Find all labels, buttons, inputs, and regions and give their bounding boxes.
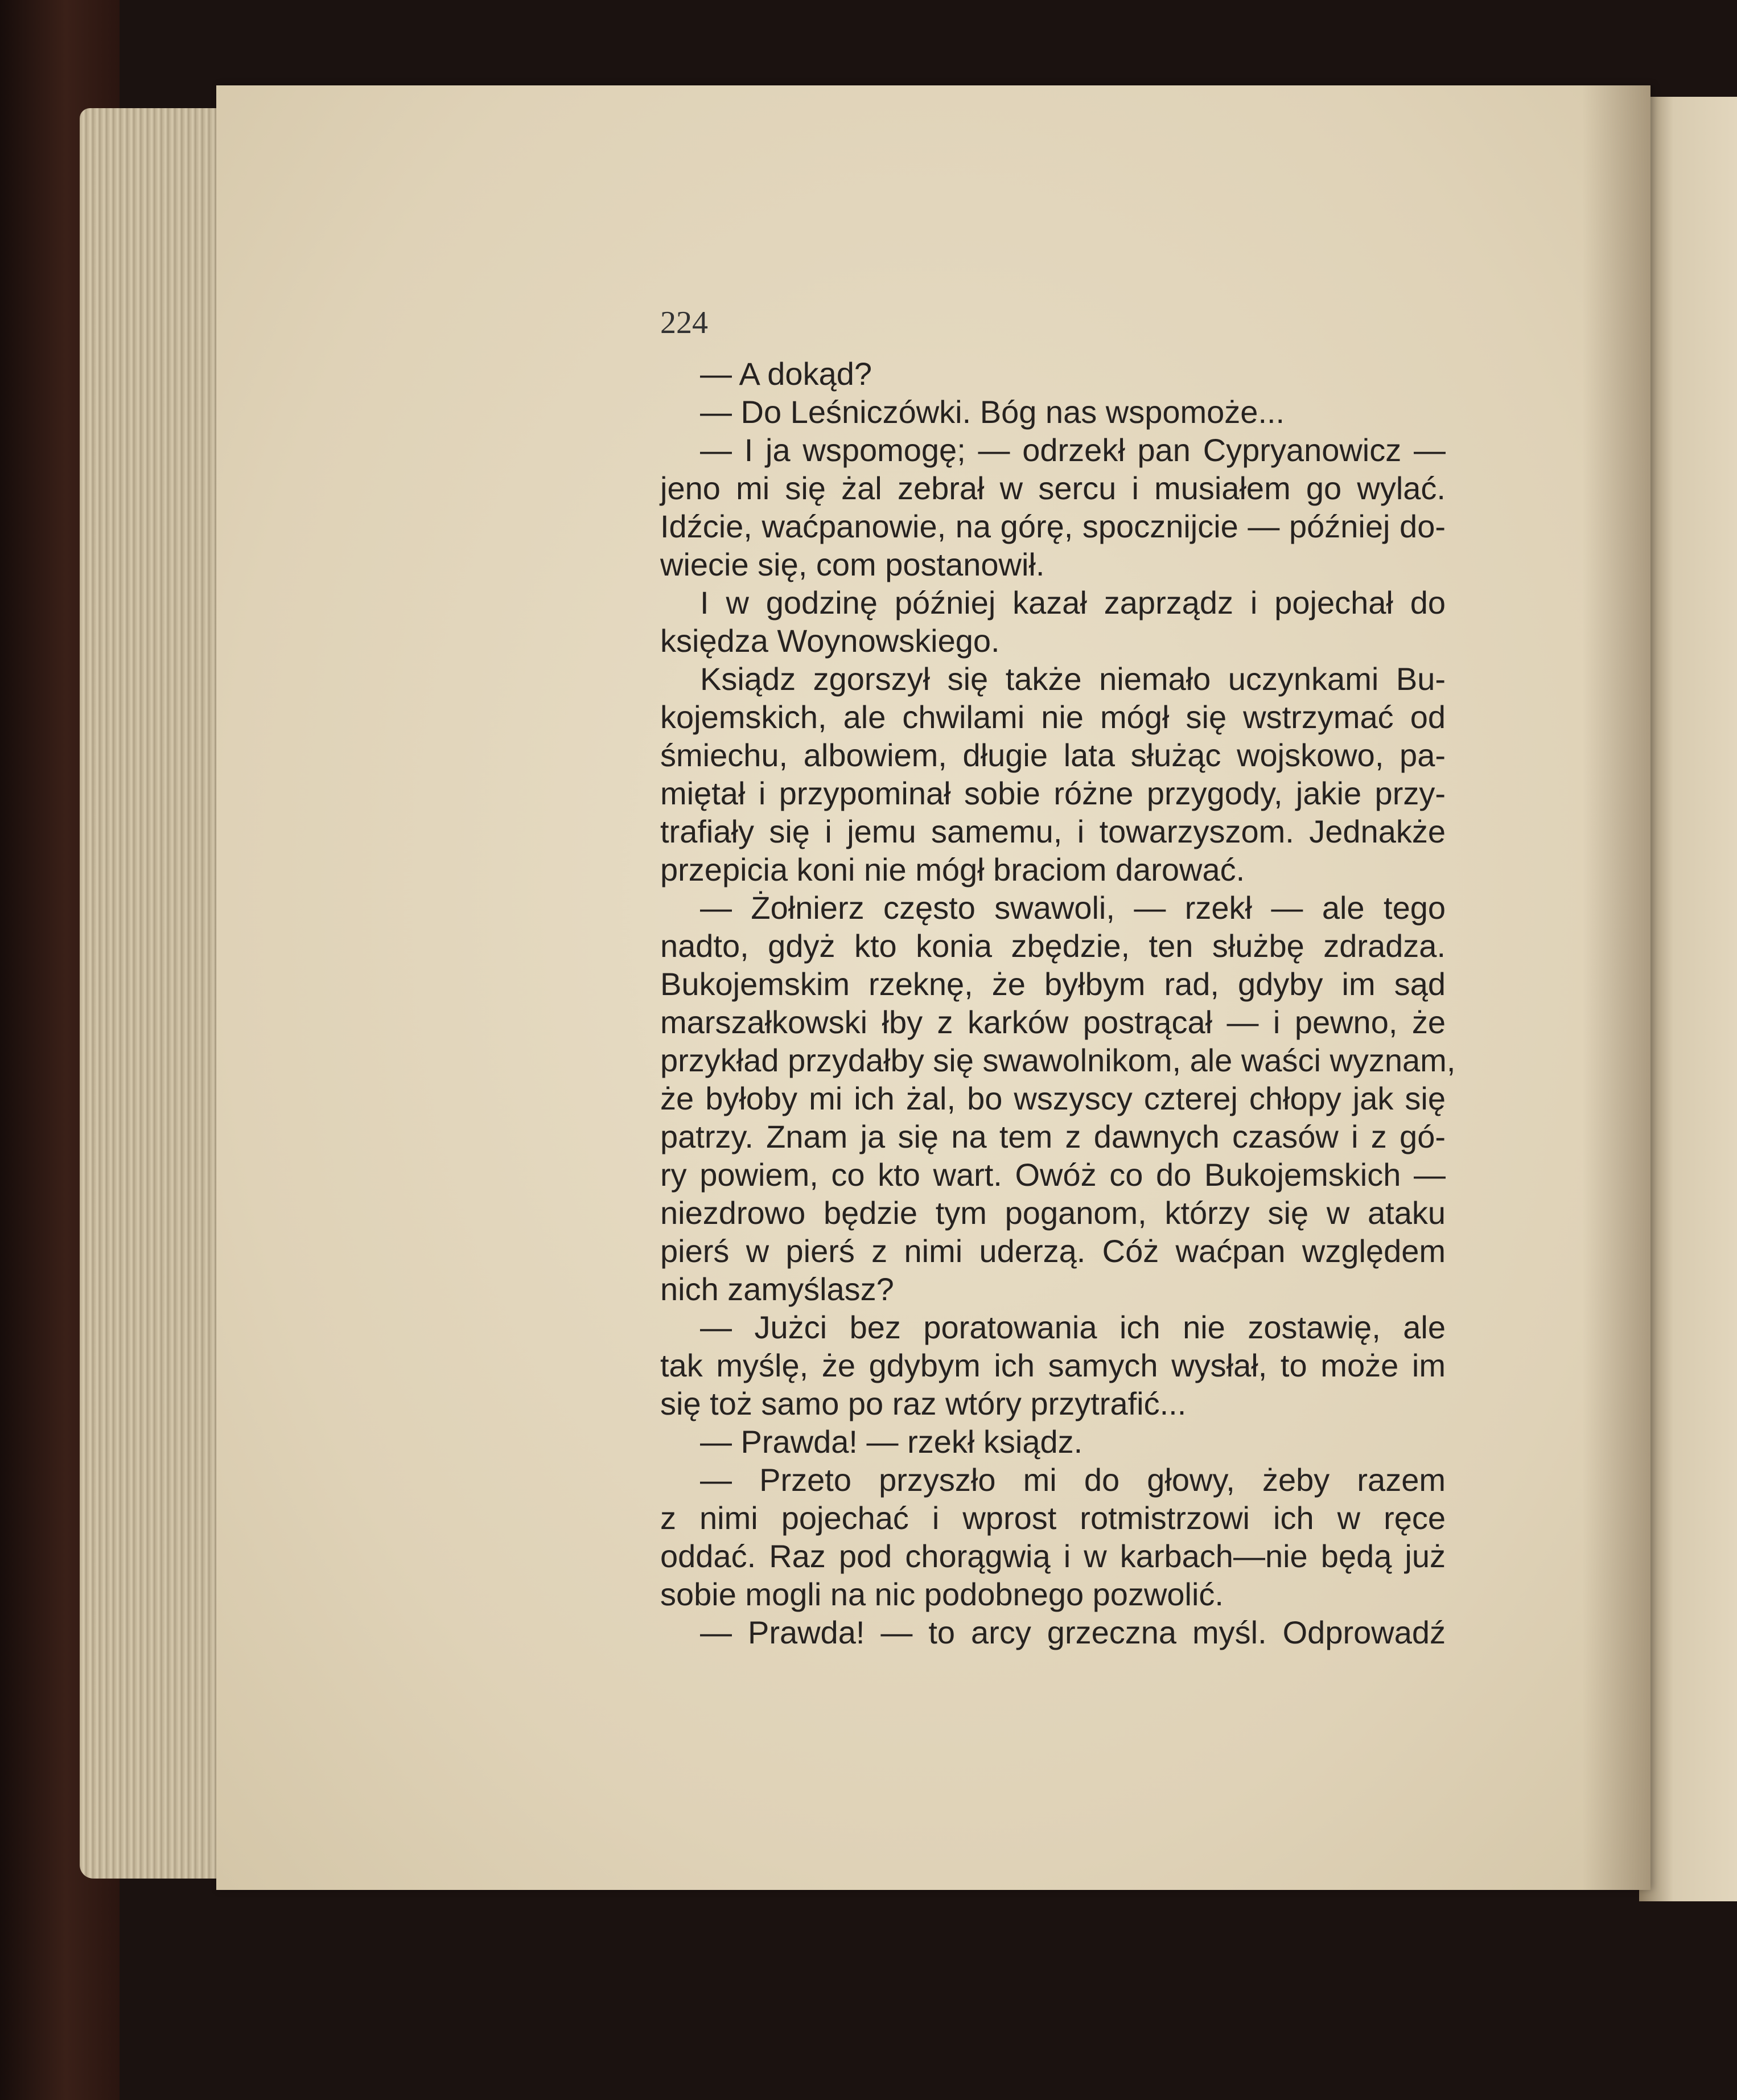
text-line: się toż samo po raz wtóry przytrafić... (660, 1386, 1187, 1421)
text-line: wiecie się, com postanowił. (660, 546, 1045, 582)
text-line: tak myślę, że gdybym ich samych wysłał, to może im (660, 1347, 1446, 1383)
text-line: — Żołnierz często swawoli, — rzekł — ale tego (700, 890, 1446, 926)
text-line: — Przeto przyszło mi do głowy, żeby razem (700, 1462, 1446, 1498)
text-line: Bukojemskim rzeknę, że byłbym rad, gdyby im sąd (660, 966, 1446, 1002)
gutter-shadow (1582, 85, 1650, 1890)
text-line: patrzy. Znam ja się na tem z dawnych czasów i z gó- (660, 1119, 1446, 1154)
text-line: Idźcie, waćpanowie, na górę, spocznijcie — później do- (660, 508, 1446, 544)
page-text (660, 305, 1456, 1651)
text-line: trafiały się i jemu samemu, i towarzyszom. Jednakże (660, 813, 1446, 849)
text-line: przepicia koni nie mógł braciom darować. (660, 852, 1245, 887)
text-line: — A dokąd? (700, 356, 872, 392)
text-line: miętał i przypominał sobie różne przygody, jakie przy- (660, 775, 1446, 811)
text-line: marszałkowski łby z karków postrącał — i pewno, że (660, 1004, 1446, 1040)
text-line: nich zamyślasz? (660, 1271, 894, 1307)
text-line: — Do Leśniczówki. Bóg nas wspomoże... (700, 394, 1285, 430)
text-line: kojemskich, ale chwilami nie mógł się wstrzymać od (660, 699, 1446, 735)
text-line: I w godzinę później kazał zaprządz i pojechał do (700, 585, 1446, 620)
text-line: oddać. Raz pod chorągwią i w karbach—nie będą już (660, 1538, 1446, 1574)
text-line: sobie mogli na nic podobnego pozwolić. (660, 1576, 1224, 1612)
text-line: pierś w pierś z nimi uderzą. Cóż waćpan względem (660, 1233, 1446, 1269)
page-number: 224 (660, 305, 708, 340)
text-line: nadto, gdyż kto konia zbędzie, ten służbę zdradza. (660, 928, 1446, 964)
text-line: — Prawda! — to arcy grzeczna myśl. Odprowadź (700, 1614, 1446, 1650)
page-edges (80, 108, 233, 1879)
text-line: ry powiem, co kto wart. Owóż co do Bukojemskich — (660, 1157, 1446, 1193)
text-line: jeno mi się żal zebrał w sercu i musiałem go wylać. (660, 470, 1446, 506)
text-line: śmiechu, albowiem, długie lata służąc wojskowo, pa- (660, 737, 1446, 773)
text-line: — Prawda! — rzekł ksiądz. (700, 1424, 1083, 1460)
text-line: niezdrowo będzie tym poganom, którzy się w ataku (660, 1195, 1446, 1231)
text-lines (660, 355, 1456, 1651)
text-line: przykład przydałby się swawolnikom, ale waści wyznam, (660, 1042, 1456, 1078)
text-line: — Jużci bez poratowania ich nie zostawię, ale (700, 1309, 1446, 1345)
text-line: księdza Woynowskiego. (660, 623, 1000, 659)
text-line: z nimi pojechać i wprost rotmistrzowi ich w ręce (660, 1500, 1446, 1536)
text-line: Ksiądz zgorszył się także niemało uczynkami Bu- (700, 661, 1446, 697)
text-line: — I ja wspomogę; — odrzekł pan Cypryanowicz — (700, 432, 1446, 468)
facing-page-edge (1639, 97, 1737, 1901)
text-line: że byłoby mi ich żal, bo wszyscy czterej chłopy jak się (660, 1080, 1446, 1116)
